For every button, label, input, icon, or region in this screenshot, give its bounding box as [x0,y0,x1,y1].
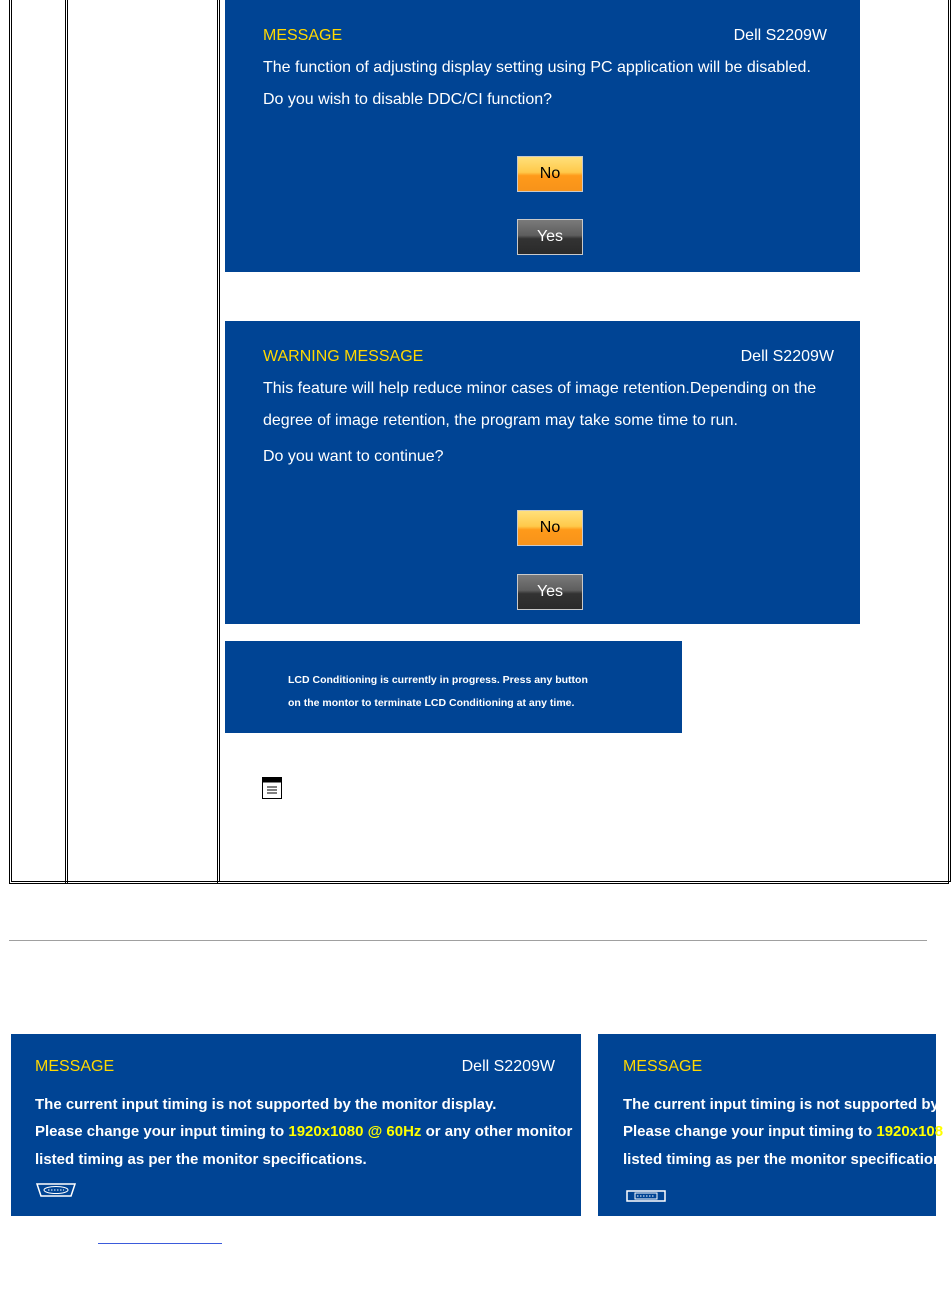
dvi-connector-icon [625,1189,667,1203]
dialog-text: Do you wish to disable DDC/CI function? [263,91,553,108]
model-name: Dell S2209W [461,1058,555,1075]
dialog-text: Please change your input timing to 1920x108 [623,1123,944,1140]
dialog-title: MESSAGE [35,1058,115,1075]
ddc-ci-dialog [225,0,860,272]
no-button[interactable]: No [517,156,583,192]
dialog-title: MESSAGE [623,1058,703,1075]
column-divider [65,0,66,883]
dialog-text: The function of adjusting display setting using PC application will be disabled. [263,59,811,76]
lcd-conditioning-box [225,641,682,733]
dvi-timing-message [598,1034,944,1216]
vga-timing-message [11,1034,581,1216]
column-divider [217,0,218,883]
model-name: Dell S2209W [740,348,834,365]
dialog-title: WARNING MESSAGE [263,348,424,365]
no-button[interactable]: No [517,510,583,546]
warning-dialog [225,321,860,624]
note-icon [262,777,282,799]
dialog-text: The current input timing is not supported by [623,1096,939,1113]
progress-text: LCD Conditioning is currently in progress. Press any button [288,674,588,686]
dialog-text: degree of image retention, the program may take some time to run. [263,412,738,429]
model-name: Dell S2209W [733,27,827,44]
yes-button[interactable]: Yes [517,574,583,610]
vga-connector-icon [35,1182,77,1198]
dialog-text: listed timing as per the monitor specifications. [35,1151,367,1168]
yes-button[interactable]: Yes [517,219,583,255]
dialog-text: Do you want to continue? [263,448,444,465]
dialog-text: The current input timing is not supported by the monitor display. [35,1096,497,1113]
dialog-title: MESSAGE [263,27,343,44]
dialog-text: listed timing as per the monitor specification [623,1151,943,1168]
progress-text: on the montor to terminate LCD Conditioning at any time. [288,697,575,709]
dialog-text: Please change your input timing to 1920x1080 @ 60Hz or any other monitor [35,1123,573,1140]
link-underline[interactable] [98,1243,222,1244]
horizontal-rule [9,940,927,941]
column-divider [219,0,220,881]
dialog-text: This feature will help reduce minor cases of image retention.Depending on the [263,380,817,397]
column-divider [67,0,68,883]
